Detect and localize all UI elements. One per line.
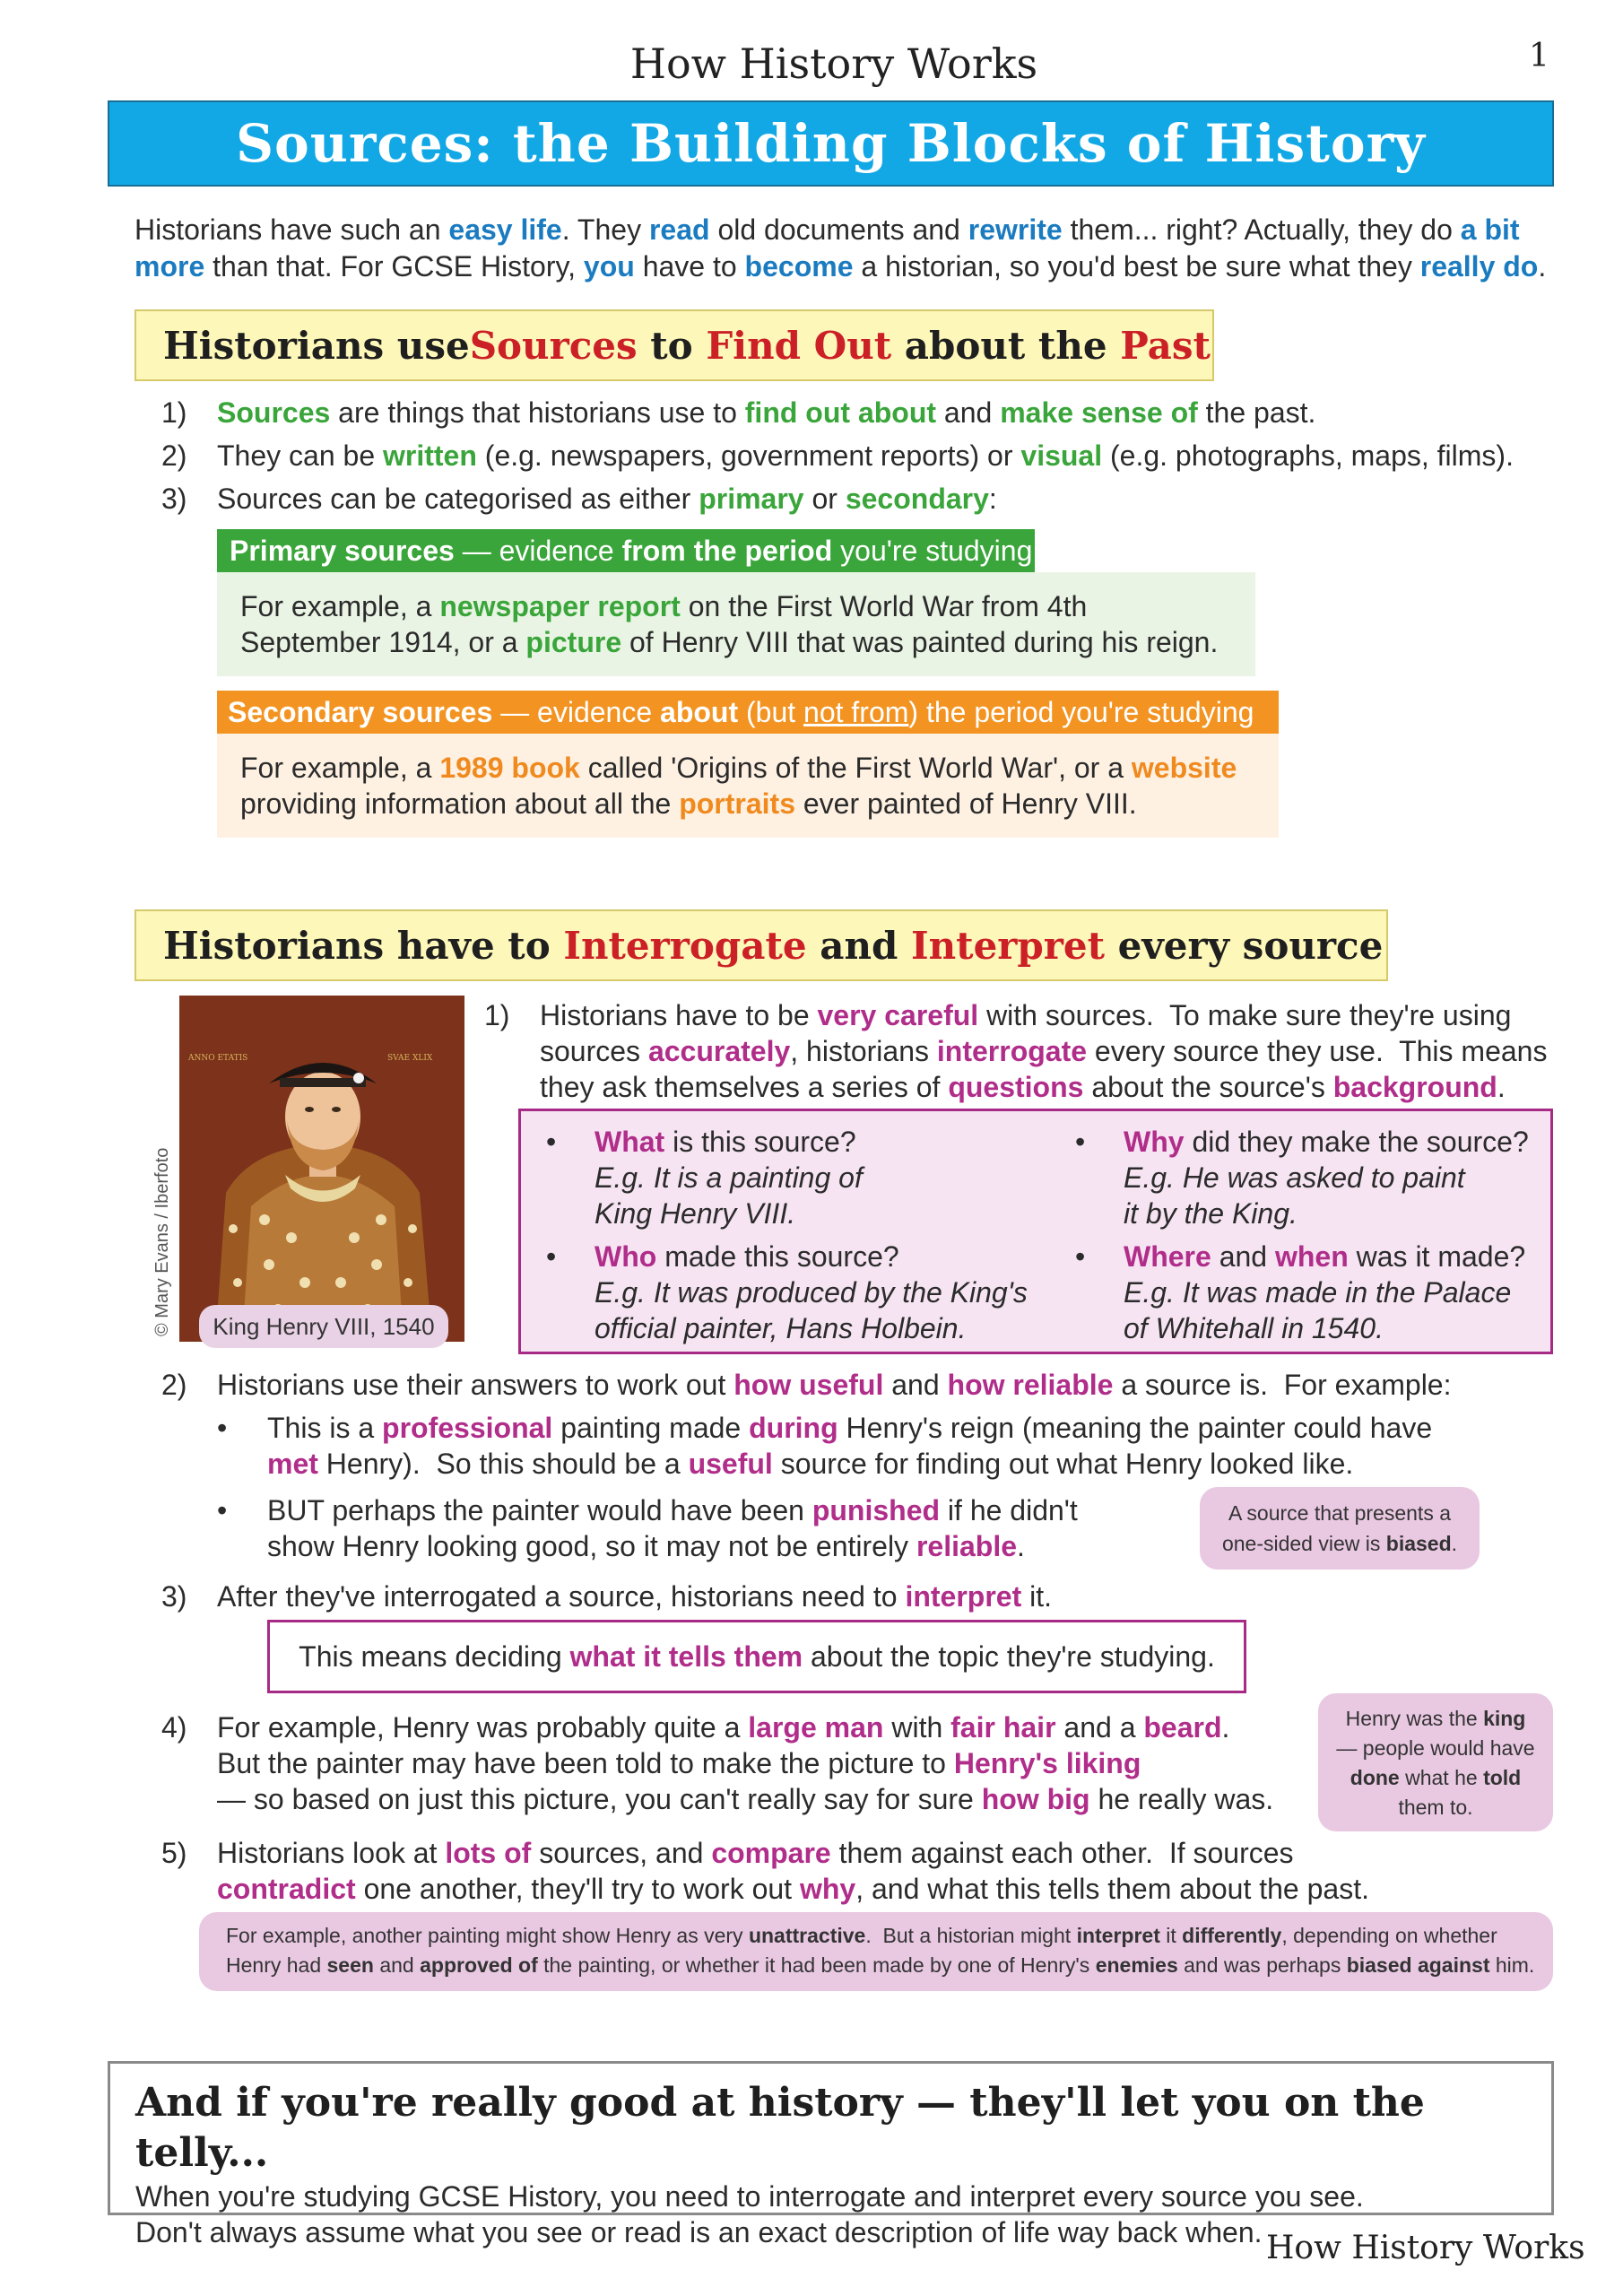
note-keyword: done [1350,1766,1400,1789]
example-text: King Henry VIII. [595,1197,796,1230]
point-5 [161,1835,1560,1910]
list-text: or [803,483,846,515]
text: sources [540,1035,648,1067]
keyword: easy life [448,213,562,246]
keyword: What [595,1126,665,1158]
bar-text: ) the period you're studying [908,695,1254,728]
keyword: make sense of [1000,396,1198,429]
intro-text: a historian, so you'd best be sure what they [853,250,1420,283]
note-text: and [373,1953,421,1977]
point-1 [484,997,1560,1109]
text-line [540,1069,1562,1105]
keyword: reliable [916,1530,1017,1562]
point-4 [161,1709,1318,1826]
intro-text: them... right? Actually, they do [1062,213,1461,246]
keyword: become [744,250,854,283]
example-text: E.g. It was produced by the King's [595,1276,1028,1309]
note-text: , depending on whether [1281,1924,1497,1947]
bar-keyword: from the period [621,534,833,567]
keyword: a bit more [135,213,1520,283]
question-text: and [1211,1240,1275,1273]
text: a source is. For example: [1113,1369,1452,1401]
keyword: met [267,1448,318,1480]
note-keyword: interpret [1076,1924,1160,1947]
questions-box [518,1109,1553,1354]
text-line [217,1367,1562,1403]
henry-viii-portrait [179,996,464,1342]
text: After they've interrogated a source, historians need to [217,1580,906,1613]
heading-keyword: Interpret [911,923,1106,968]
text-line [540,1033,1562,1069]
example-text: of Whitehall in 1540. [1124,1312,1384,1344]
text: . [1017,1530,1025,1562]
keyword: during [749,1412,838,1444]
keyword: visual [1020,439,1103,472]
note-keyword: approved of [420,1953,538,1977]
note-text: Henry had [226,1953,327,1977]
summary-box [108,2061,1554,2248]
list-number: 1) [484,999,510,1031]
example-text: on the First World War from 4th [680,590,1088,622]
list-number: 2) [161,1369,187,1401]
list-text: Sources can be categorised as either [217,483,699,515]
question-text: was it made? [1348,1240,1526,1273]
bar-text: — evidence [454,534,622,567]
inscription-right: SVAE XLIX [387,1054,433,1063]
note-keyword: biased against [1346,1953,1490,1977]
keyword: you [583,250,635,283]
keyword: why [799,1873,856,1905]
keyword: website [1131,752,1237,784]
keyword: interpret [905,1580,1022,1613]
text: For example, Henry was probably quite a [217,1711,749,1744]
question-text: made this source? [656,1240,899,1273]
portrait-image [179,996,464,1342]
bar-label: Secondary sources [228,695,493,728]
keyword: secondary [845,483,989,515]
keyword: how reliable [947,1369,1114,1401]
keyword: beard [1143,1711,1222,1744]
list-text: (e.g. newspapers, government reports) or [476,439,1021,472]
text: This means deciding [299,1639,570,1673]
list-number: 5) [161,1837,187,1869]
keyword: written [383,439,477,472]
note-keyword: differently [1182,1924,1282,1947]
intro-text: than that. For GCSE History, [204,250,584,283]
text: This is a [267,1412,383,1444]
keyword: fair hair [950,1711,1056,1744]
list-number: 4) [161,1711,187,1744]
note-king [1318,1693,1553,1831]
text: and [883,1369,948,1401]
keyword: Why [1124,1126,1185,1158]
note-text: Henry was the [1345,1707,1484,1730]
note-text: and was perhaps [1177,1953,1347,1977]
example-text: ever painted of Henry VIII. [794,787,1137,820]
keyword: what it tells them [569,1639,803,1673]
text: . [1497,1071,1506,1103]
keyword: contradict [217,1873,356,1905]
text: and a [1055,1711,1144,1744]
heading-text: Historians use [163,323,470,368]
list-text: (e.g. photographs, maps, films). [1102,439,1514,472]
text: if he didn't [940,1494,1078,1526]
example-line [240,624,1255,660]
note-text: . But a historian might [865,1924,1077,1947]
keyword: Sources [217,396,331,429]
question-text: is this source? [664,1126,856,1158]
list-text: and [936,396,1001,429]
example-text: For example, a [240,590,440,622]
question-why: • Why did they make the source? E.g. He was asked to paint it by the King. [1075,1126,1529,1230]
heading-text: and [806,923,911,968]
note-keyword: biased [1385,1532,1452,1555]
keyword: when [1274,1240,1349,1273]
text: Henry). So this should be a [317,1448,689,1480]
primary-example-box [217,572,1255,676]
intro-paragraph [135,212,1560,285]
text: , historians [790,1035,937,1067]
note-example [199,1912,1553,1991]
title-bar [108,100,1554,187]
heading-text: every source [1105,923,1384,968]
example-text: E.g. He was asked to paint [1124,1161,1465,1194]
keyword: read [648,213,710,246]
summary-line: When you're studying GCSE History, you need to interrogate and interpret every source you see. [135,2180,1364,2213]
note-text: him. [1489,1953,1535,1977]
example-text: it by the King. [1124,1197,1298,1230]
keyword: how useful [733,1369,884,1401]
heading-keyword: Find Out [706,323,892,368]
example-text: For example, a [240,752,440,784]
intro-text: . They [561,213,649,246]
note-text: the painting, or whether it had been made by one of Henry's [537,1953,1096,1977]
intro-text: old documents and [709,213,968,246]
inscription-left: ANNO ETATIS [188,1054,248,1063]
keyword: Henry's liking [953,1747,1141,1779]
list-number: 3) [161,1580,187,1613]
section-tag: How History Works [1266,2230,1585,2266]
point-3 [161,1578,1237,1618]
bullet-item: • BUT perhaps the painter would have been punished if he didn't show Henry looking good, so it may not be entirely reliable. [217,1494,1078,1562]
note-keyword: king [1483,1707,1526,1730]
list-text: the past. [1197,396,1316,429]
question-who: • Who made this source? E.g. It was produced by the King's official painter, Hans Holbein. [546,1240,1028,1344]
note-text: A source that presents a [1228,1501,1452,1525]
text: Historians have to be [540,999,818,1031]
keyword: really do [1419,250,1539,283]
note-text: one-sided view is [1221,1532,1386,1555]
text: them against each other. If sources [830,1837,1294,1869]
keyword: portraits [679,787,795,820]
example-text: September 1914, or a [240,626,526,658]
intro-text: have to [634,250,745,283]
example-text: official painter, Hans Holbein. [595,1312,967,1344]
text: — so based on just this picture, you can't really say for sure [217,1783,982,1815]
keyword: 1989 book [439,752,580,784]
keyword: how big [981,1783,1090,1815]
text: with sources. To make sure they're using [978,999,1512,1031]
heading-text: to [637,323,707,368]
text: show Henry looking good, so it may not be entirely [267,1530,916,1562]
note-text: — people would have [1336,1736,1535,1760]
keyword: interrogate [936,1035,1088,1067]
secondary-sources-bar [217,691,1279,734]
intro-text: . [1538,250,1547,283]
bar-label: Primary sources [230,534,455,567]
page-number: 1 [1529,38,1549,74]
keyword: picture [525,626,622,658]
summary-title: And if you're really good at history — they'll let you on the telly... [135,2080,1425,2176]
example-text: E.g. It was made in the Palace [1124,1276,1512,1309]
keyword: rewrite [968,213,1063,246]
summary-line: Don't always assume what you see or read is an exact description of life way back when. [135,2216,1263,2248]
example-text: of Henry VIII that was painted during his reign. [621,626,1219,658]
heading-text: about the [891,323,1121,368]
keyword: punished [812,1494,941,1526]
text: it. [1021,1580,1053,1613]
text: Historians use their answers to work out [217,1369,734,1401]
question-text: did they make the source? [1184,1126,1529,1158]
text: , and what this tells them about the past. [855,1873,1369,1905]
keyword: questions [948,1071,1084,1103]
keyword: professional [382,1412,553,1444]
text: they ask themselves a series of [540,1071,949,1103]
text: every source they use. This means [1087,1035,1548,1067]
example-line [240,588,1255,624]
list-number: 2) [161,439,187,472]
list-text: are things that historians use to [330,396,745,429]
keyword: compare [711,1837,831,1869]
heading-keyword: Past [1120,323,1211,368]
text: about the topic they're studying. [803,1639,1215,1673]
question-what: • What is this source? E.g. It is a painting of King Henry VIII. [546,1126,863,1230]
keyword: lots of [445,1837,532,1869]
section-heading-sources [135,309,1214,381]
keyword: Who [595,1240,657,1273]
text: painting made [552,1412,750,1444]
note-biased [1200,1487,1480,1570]
note-text: . [1451,1532,1458,1555]
section-heading-interrogate [135,909,1388,981]
example-line [240,786,1279,822]
text: source for finding out what Henry looked like. [772,1448,1354,1480]
list-text: : [988,483,997,515]
bar-text: you're studying [832,534,1033,567]
keyword: very careful [817,999,979,1031]
list-number: 3) [161,483,187,515]
keyword: find out about [744,396,937,429]
keyword: large man [748,1711,884,1744]
example-text: called 'Origins of the First World War', or a [579,752,1132,784]
running-head: How History Works [629,39,1038,88]
portrait-caption: King Henry VIII, 1540 [199,1305,448,1348]
keyword: background [1332,1071,1497,1103]
note-text: what he [1399,1766,1484,1789]
note-keyword: seen [326,1953,374,1977]
keyword: accurately [647,1035,791,1067]
text: BUT perhaps the painter would have been [267,1494,812,1526]
text: sources, and [531,1837,712,1869]
heading-text: Historians have to [163,923,564,968]
keyword: primary [699,483,804,515]
secondary-example-box [217,734,1279,838]
text: with [883,1711,951,1744]
primary-sources-bar [217,529,1035,572]
example-text: providing information about all the [240,787,680,820]
text: But the painter may have been told to make the picture to [217,1747,954,1779]
example-line [240,750,1279,786]
note-keyword: enemies [1095,1953,1178,1977]
heading-keyword: Sources [469,323,638,368]
bar-text: — evidence [492,695,661,728]
bar-text: (but [738,695,804,728]
example-text: E.g. It is a painting of [595,1161,863,1194]
text: Henry's reign (meaning the painter could have [838,1412,1433,1444]
text: Historians look at [217,1837,446,1869]
page-title: Sources: the Building Blocks of History [236,113,1426,174]
bar-keyword: about [660,695,739,728]
photo-credit: © Mary Evans / Iberfoto [152,1147,172,1336]
keyword: Where [1124,1240,1211,1273]
question-where-when: • Where and when was it made? E.g. It was made in the Palace of Whitehall in 1540. [1075,1240,1526,1344]
text: one another, they'll try to work out [355,1873,800,1905]
text: he really was. [1089,1783,1274,1815]
keyword: useful [688,1448,773,1480]
text: about the source's [1083,1071,1333,1103]
note-text: it [1159,1924,1183,1947]
sources-list [161,395,1560,520]
interpret-definition-box [267,1620,1246,1693]
intro-text: Historians have such an [135,213,449,246]
heading-keyword: Interrogate [563,923,807,968]
note-text: For example, another painting might show Henry as very [226,1924,749,1947]
note-keyword: told [1483,1766,1522,1789]
list-number: 1) [161,396,187,429]
note-keyword: unattractive [748,1924,866,1947]
list-text: They can be [217,439,383,472]
bar-underlined: not from [803,695,909,728]
keyword: newspaper report [439,590,681,622]
bullet-item: • This is a professional painting made during Henry's reign (meaning the painter could have met Henry). So this should be a useful source for finding out what Henry looked like. [217,1412,1433,1480]
text: . [1221,1711,1230,1744]
note-text: them to. [1398,1796,1473,1819]
text-line [540,997,1562,1033]
